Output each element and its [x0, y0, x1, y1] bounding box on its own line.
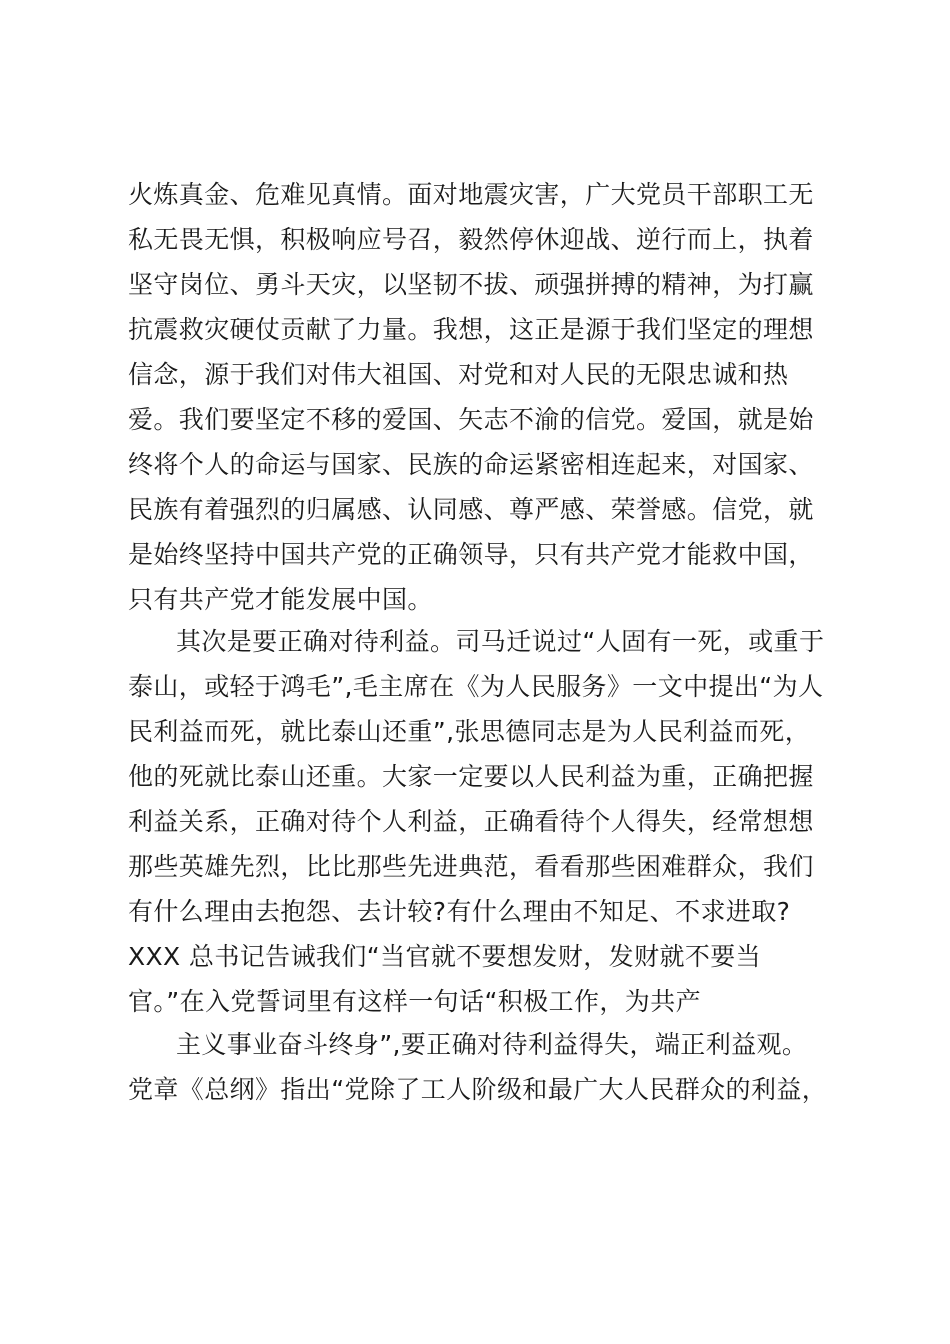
text-line: 是始终坚持中国共产党的正确领导，只有共产党才能救中国， [128, 540, 814, 569]
text-line: 抗震救灾硬仗贡献了力量。我想，这正是源于我们坚定的理想 [128, 315, 814, 344]
paragraph-first-line: 其次是要正确对待利益。司马迁说过“人固有一死，或重于 [176, 627, 825, 656]
text-line: 信念，源于我们对伟大祖国、对党和对人民的无限忠诚和热 [128, 360, 789, 389]
text-line: 官。”在入党誓词里有这样一句话“积极工作，为共产 [128, 987, 702, 1016]
text-line: 坚守岗位、勇斗天灾，以坚韧不拔、顽强拼搏的精神，为打赢 [128, 270, 814, 299]
text-line: 他的死就比泰山还重。大家一定要以人民利益为重，正确把握 [128, 762, 814, 791]
text-line: 党章《总纲》指出“党除了工人阶级和最广大人民群众的利益， [128, 1075, 828, 1104]
text-line: 利益关系，正确对待个人利益，正确看待个人得失，经常想想 [128, 807, 814, 836]
text-line: 那些英雄先烈，比比那些先进典范，看看那些困难群众，我们 [128, 852, 814, 881]
text-line: 私无畏无惧，积极响应号召，毅然停休迎战、逆行而上，执着 [128, 225, 814, 254]
text-line: 民族有着强烈的归属感、认同感、尊严感、荣誉感。信党，就 [128, 495, 814, 524]
text-line: 有什么理由去抱怨、去计较?有什么理由不知足、不求进取? [128, 897, 791, 926]
text-line: 爱。我们要坚定不移的爱国、矢志不渝的信党。爱国，就是始 [128, 405, 814, 434]
text-line: 泰山，或轻于鸿毛”,毛主席在《为人民服务》一文中提出“为人 [128, 672, 824, 701]
text-line: 民利益而死，就比泰山还重”,张思德同志是为人民利益而死， [128, 717, 811, 746]
text-line: 火炼真金、危难见真情。面对地震灾害，广大党员干部职工无 [128, 180, 814, 209]
text-line: XXX 总书记告诫我们“当官就不要想发财，发财就不要当 [128, 942, 762, 971]
text-line: 终将个人的命运与国家、民族的命运紧密相连起来，对国家、 [128, 450, 814, 479]
paragraph-first-line: 主义事业奋斗终身”,要正确对待利益得失，端正利益观。 [176, 1030, 808, 1059]
text-line: 只有共产党才能发展中国。 [128, 585, 433, 614]
